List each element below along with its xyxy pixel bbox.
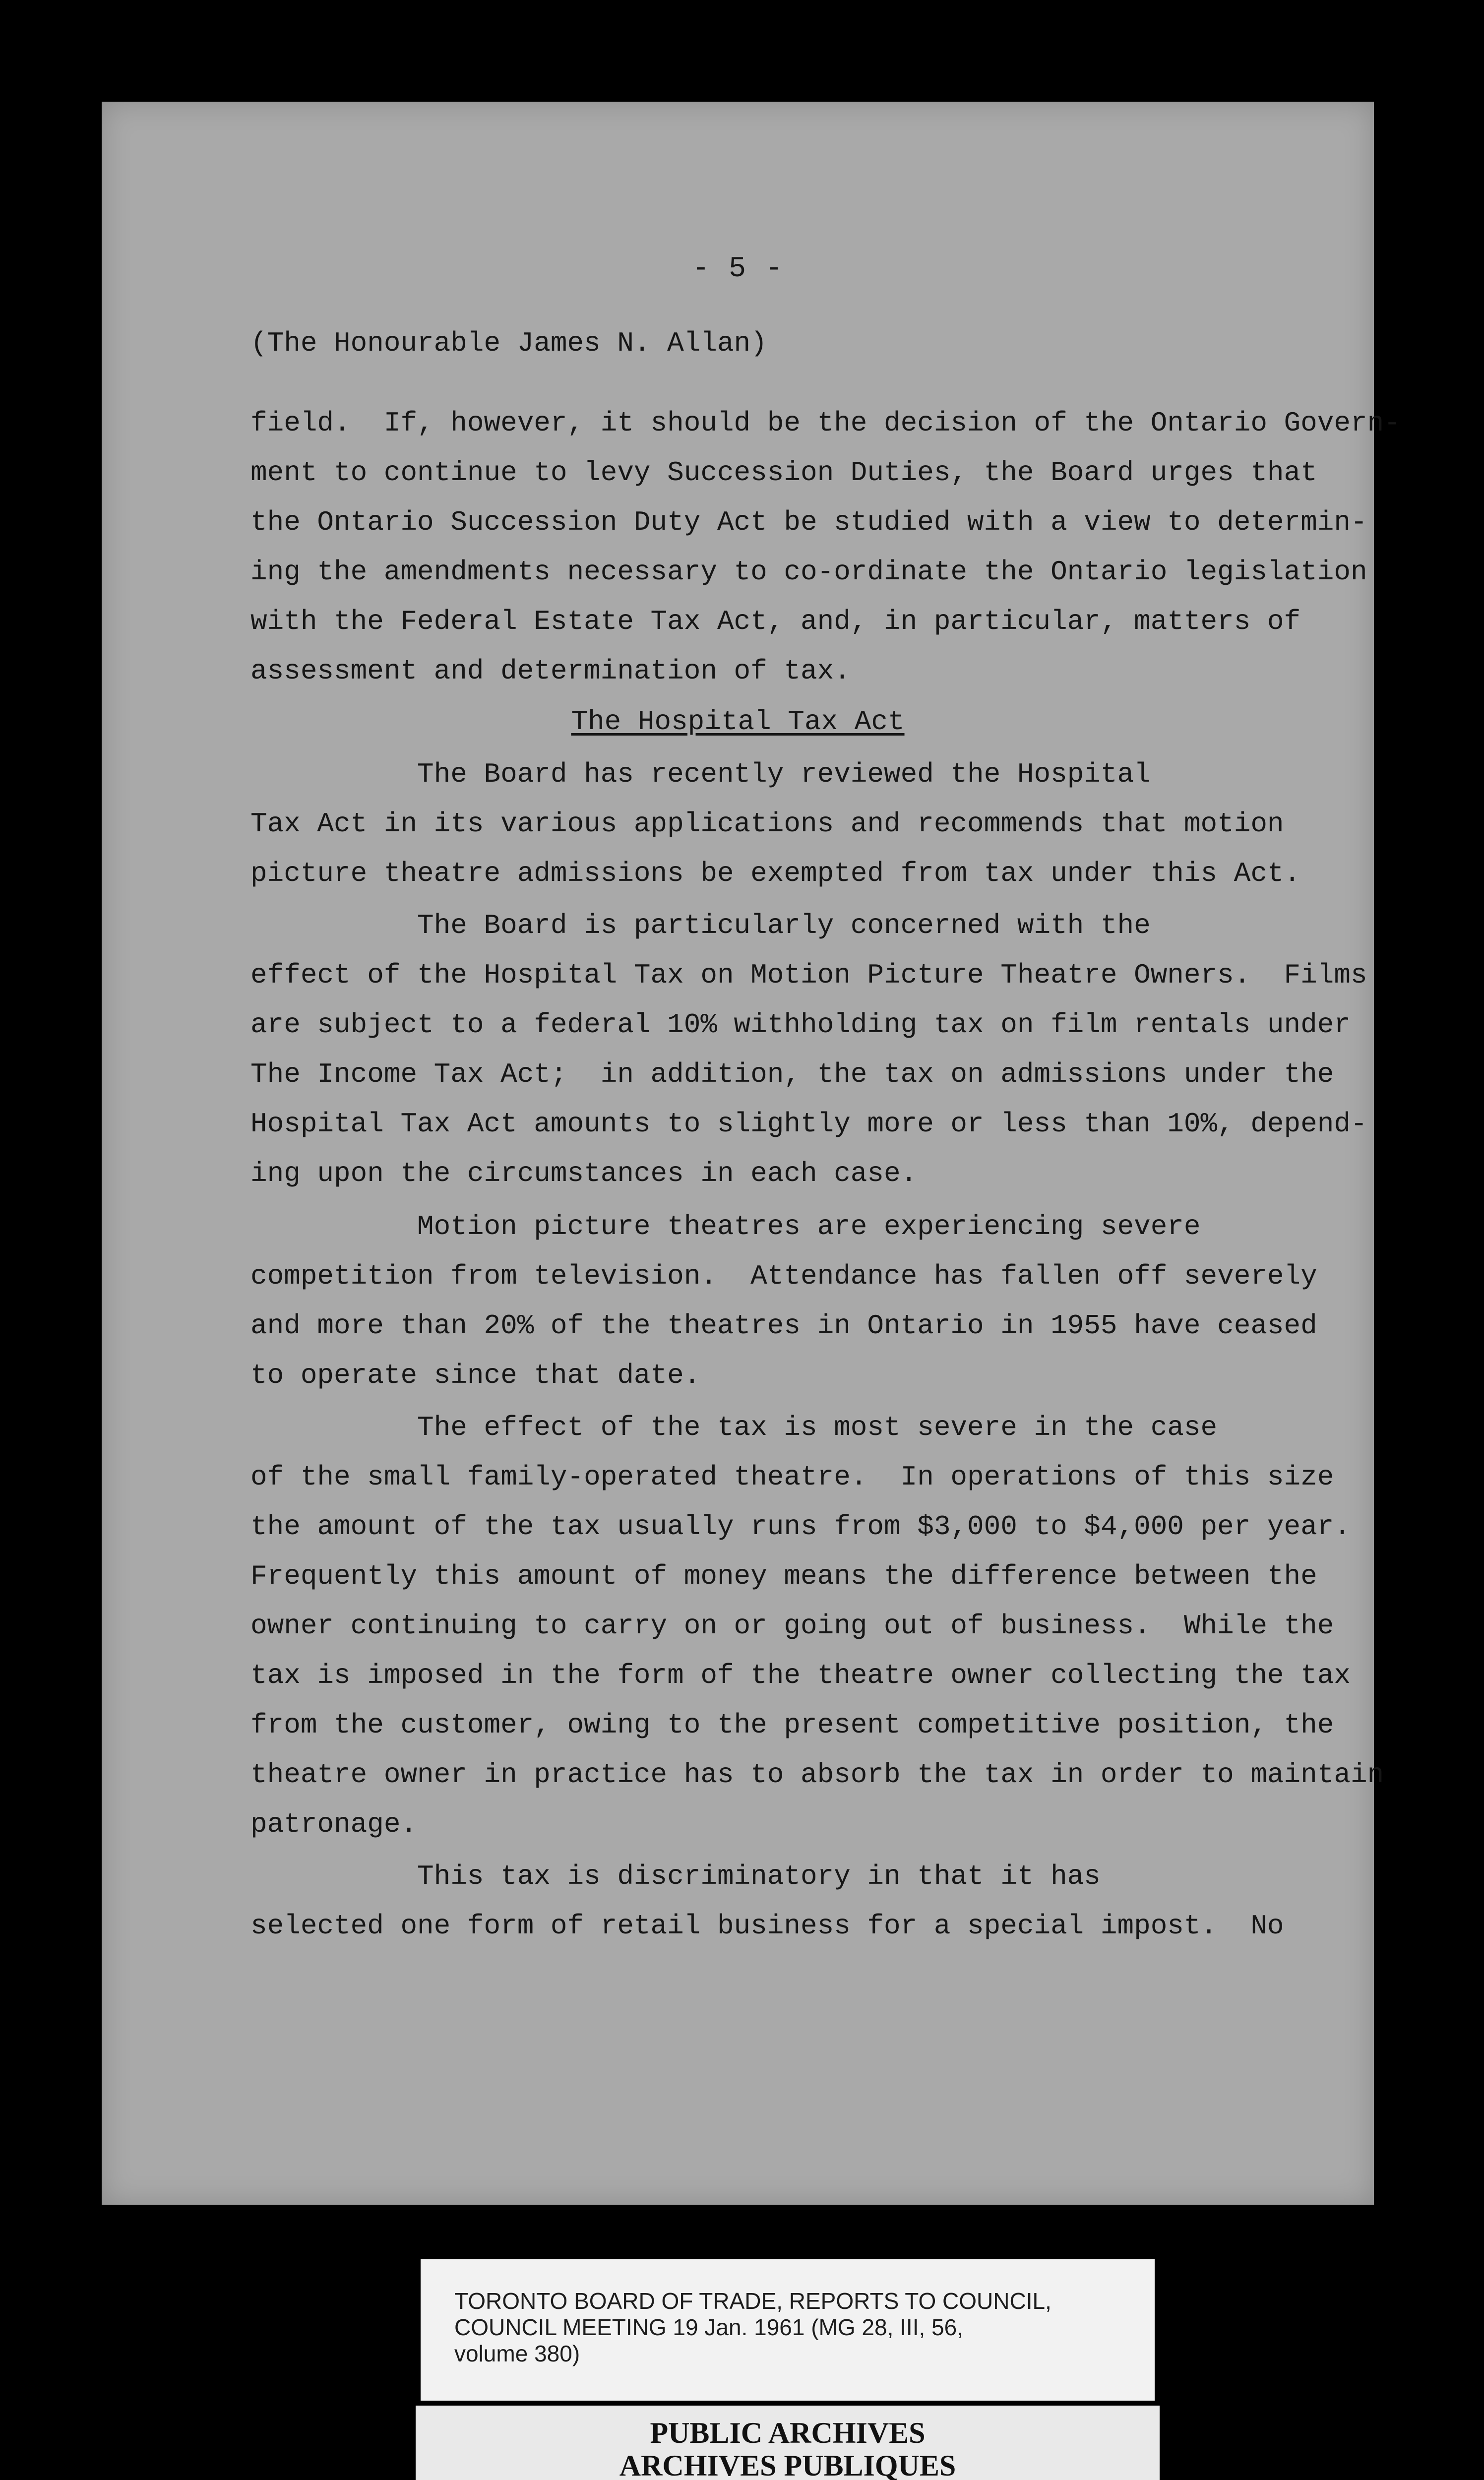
body-line: owner continuing to carry on or going out of business. While the (250, 1610, 1334, 1642)
archive-stamp (416, 2406, 1160, 2480)
body-line: Hospital Tax Act amounts to slightly more or less than 10%, depend- (250, 1108, 1367, 1140)
body-line: The effect of the tax is most severe in the case (250, 1412, 1218, 1443)
archive-stamp-line: PUBLIC ARCHIVES (650, 2417, 926, 2449)
section-heading: The Hospital Tax Act (571, 706, 905, 738)
body-line: ing the amendments necessary to co-ordinate the Ontario legislation (250, 556, 1367, 588)
body-line: assessment and determination of tax. (250, 655, 851, 687)
body-line: to operate since that date. (250, 1360, 701, 1391)
addressee-line: (The Honourable James N. Allan) (250, 327, 767, 359)
body-line: from the customer, owing to the present competitive position, the (250, 1709, 1334, 1741)
body-line: the amount of the tax usually runs from $3,000 to $4,000 per year. (250, 1511, 1351, 1543)
body-line: with the Federal Estate Tax Act, and, in particular, matters of (250, 606, 1301, 637)
body-line: and more than 20% of the theatres in Ontario in 1955 have ceased (250, 1310, 1317, 1342)
body-line: selected one form of retail business for a special impost. No (250, 1910, 1284, 1942)
body-line: patronage. (250, 1808, 418, 1840)
page-number: - 5 - (692, 253, 784, 285)
body-line: ing upon the circumstances in each case. (250, 1158, 918, 1189)
body-line: tax is imposed in the form of the theatre owner collecting the tax (250, 1660, 1351, 1691)
archive-stamp-line: ARCHIVES PUBLIQUES (619, 2449, 956, 2480)
body-line: picture theatre admissions be exempted from tax under this Act. (250, 858, 1301, 889)
body-line: The Board has recently reviewed the Hospital (250, 758, 1151, 790)
body-line: The Income Tax Act; in addition, the tax on admissions under the (250, 1058, 1334, 1090)
body-line: The Board is particularly concerned with the (250, 910, 1151, 941)
body-line: Tax Act in its various applications and recommends that motion (250, 808, 1284, 840)
body-line: ment to continue to levy Succession Duties, the Board urges that (250, 457, 1317, 489)
body-line: This tax is discriminatory in that it has (250, 1860, 1101, 1892)
body-line: Motion picture theatres are experiencing severe (250, 1211, 1201, 1242)
body-line: effect of the Hospital Tax on Motion Picture Theatre Owners. Films (250, 959, 1367, 991)
body-line: the Ontario Succession Duty Act be studied with a view to determin- (250, 506, 1367, 538)
archive-label-line: COUNCIL MEETING 19 Jan. 1961 (MG 28, III, 56, (454, 2314, 963, 2340)
body-line: are subject to a federal 10% withholding tax on film rentals under (250, 1009, 1351, 1041)
body-line: of the small family-operated theatre. In operations of this size (250, 1461, 1334, 1493)
archive-label-line: volume 380) (454, 2340, 580, 2366)
body-line: theatre owner in practice has to absorb the tax in order to maintain (250, 1759, 1384, 1791)
body-line: Frequently this amount of money means the difference between the (250, 1560, 1317, 1592)
archive-label-line: TORONTO BOARD OF TRADE, REPORTS TO COUNCIL, (454, 2288, 1051, 2314)
archive-reference-label (421, 2259, 1155, 2401)
document-page (102, 102, 1401, 2205)
body-line: competition from television. Attendance has fallen off severely (250, 1260, 1317, 1292)
body-line: field. If, however, it should be the decision of the Ontario Govern- (250, 407, 1401, 439)
